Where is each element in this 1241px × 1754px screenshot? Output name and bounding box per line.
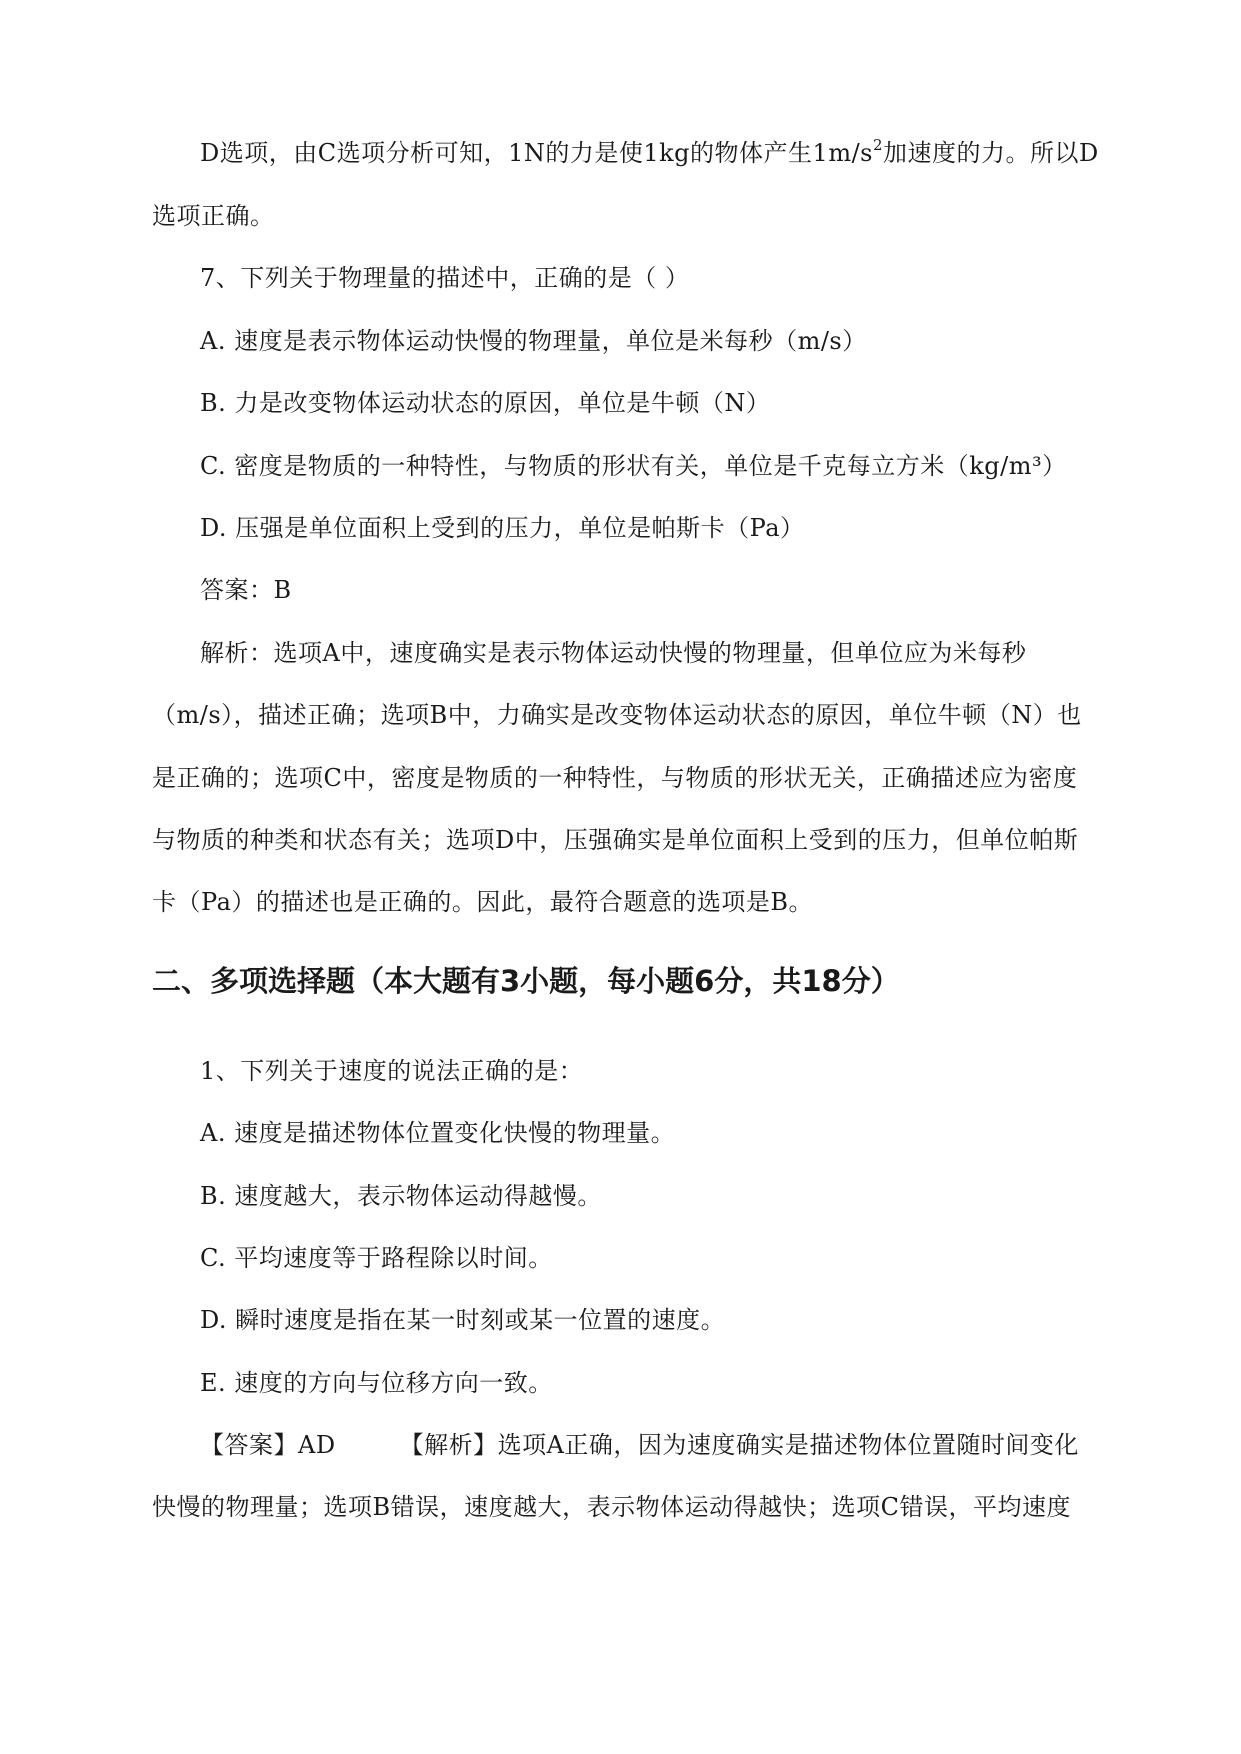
- question-1-option-d: D. 瞬时速度是指在某一时刻或某一位置的速度。: [200, 1306, 726, 1334]
- question-7-stem: 7、下列关于物理量的描述中，正确的是（ ）: [200, 264, 690, 292]
- question-7-option-d: D. 压强是单位面积上受到的压力，单位是帕斯卡（Pa）: [200, 514, 805, 542]
- question-7-explanation-line-2: （m/s），描述正确；选项B中，力确实是改变物体运动状态的原因，单位牛顿（N）也: [152, 701, 1082, 729]
- question-7-explanation-line-1: 解析：选项A中，速度确实是表示物体运动快慢的物理量，但单位应为米每秒: [200, 639, 1027, 667]
- question-7-option-a: A. 速度是表示物体运动快慢的物理量，单位是米每秒（m/s）: [200, 327, 867, 355]
- question-7-explanation-line-4: 与物质的种类和状态有关；选项D中，压强确实是单位面积上受到的压力，但单位帕斯: [152, 826, 1079, 854]
- question-1-explanation-line-2: 快慢的物理量；选项B错误，速度越大，表示物体运动得越快；选项C错误，平均速度: [152, 1493, 1071, 1521]
- option-d-analysis-text: D选项，由C选项分析可知，1N的力是使1kg的物体产生1m/s: [200, 139, 873, 167]
- question-1-option-e: E. 速度的方向与位移方向一致。: [200, 1369, 553, 1397]
- question-1-answer: 【答案】AD: [200, 1431, 336, 1459]
- question-1-answer-line: [200, 1429, 1140, 1461]
- question-7-explanation-line-3: 是正确的；选项C中，密度是物质的一种特性，与物质的形状无关，正确描述应为密度: [152, 764, 1078, 792]
- question-1-option-a: A. 速度是描述物体位置变化快慢的物理量。: [200, 1119, 676, 1147]
- superscript-exponent: 2: [872, 136, 884, 154]
- question-7-option-b: B. 力是改变物体运动状态的原因，单位是牛顿（N）: [200, 389, 771, 417]
- question-1-option-c: C. 平均速度等于路程除以时间。: [200, 1244, 553, 1272]
- question-1-stem: 1、下列关于速度的说法正确的是：: [200, 1057, 584, 1085]
- question-1-explanation-start: 【解析】选项A正确，因为速度确实是描述物体位置随时间变化: [399, 1431, 1079, 1459]
- question-7-explanation-line-5: 卡（Pa）的描述也是正确的。因此，最符合题意的选项是B。: [152, 888, 814, 916]
- question-7-answer: 答案：B: [200, 576, 292, 604]
- question-1-option-b: B. 速度越大，表示物体运动得越慢。: [200, 1182, 602, 1210]
- option-d-analysis-text-cont: 加速度的力。所以D: [883, 139, 1099, 167]
- option-d-analysis-line-1: [200, 137, 1140, 169]
- question-7-option-c: C. 密度是物质的一种特性，与物质的形状有关，单位是千克每立方米（kg/m³）: [200, 452, 1067, 480]
- option-d-analysis-line-2: 选项正确。: [152, 202, 275, 230]
- section-2-heading: 二、多项选择题（本大题有3小题，每小题6分，共18分）: [152, 964, 900, 998]
